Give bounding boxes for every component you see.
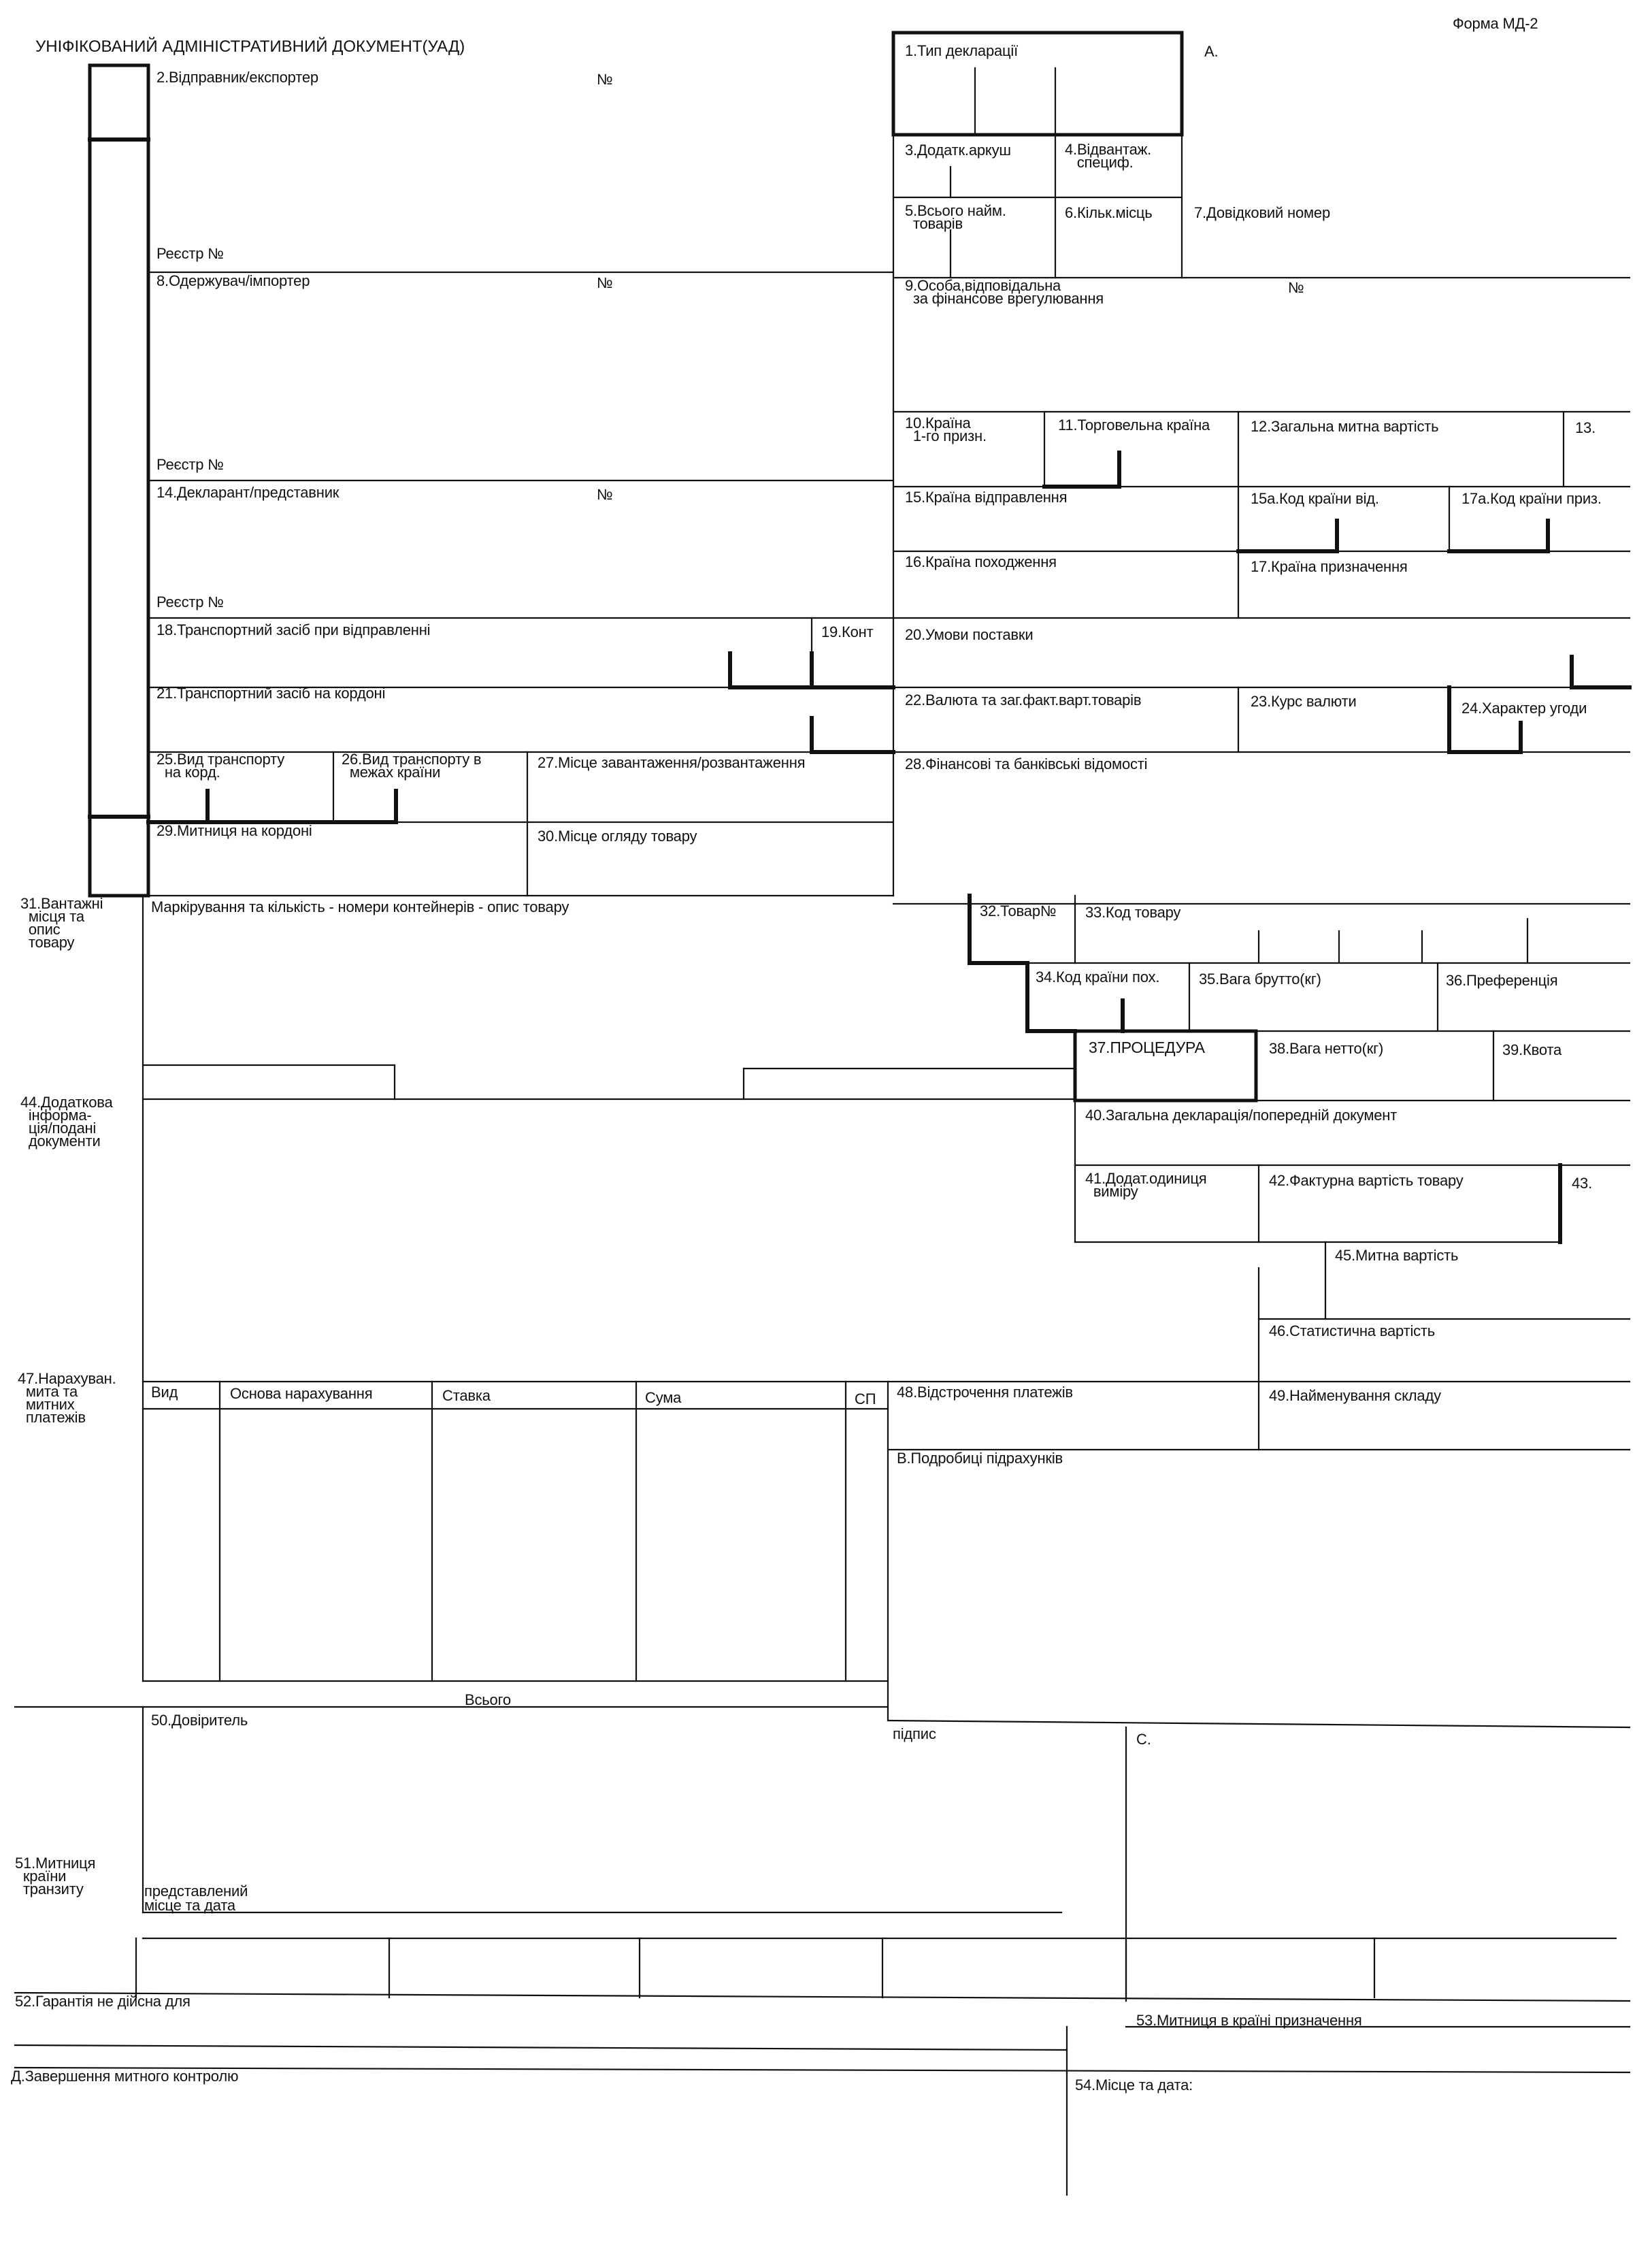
mark-a: А. bbox=[1204, 43, 1219, 60]
field-54-place-date[interactable]: 54.Місце та дата: bbox=[1075, 2076, 1193, 2093]
field-32-item-number[interactable]: 32.Товар№ bbox=[980, 902, 1057, 919]
field-8-consignee-importer[interactable]: 8.Одержувач/імпортер bbox=[156, 272, 310, 289]
field-25-transport-mode-border[interactable]: 25.Вид транспорту на корд. bbox=[156, 751, 285, 781]
field-41-supplementary-unit[interactable]: 41.Додат.одиниця виміру bbox=[1085, 1170, 1207, 1200]
field-10-first-destination-country[interactable]: 10.Країна 1-го призн. bbox=[905, 414, 987, 444]
field-2-sender-exporter[interactable]: 2.Відправник/експортер bbox=[156, 69, 318, 86]
field-51-transit-customs: 51.Митниця країни транзиту bbox=[15, 1855, 96, 1897]
form-code: Форма МД-2 bbox=[1453, 15, 1538, 32]
field-42-invoice-value[interactable]: 42.Фактурна вартість товару bbox=[1269, 1172, 1464, 1189]
field-11-trading-country[interactable]: 11.Торговельна країна bbox=[1058, 417, 1210, 434]
field-6-packages[interactable]: 6.Кільк.місць bbox=[1065, 204, 1153, 221]
field-3-additional-sheet[interactable]: 3.Додатк.аркуш bbox=[905, 142, 1011, 159]
field-40-summary-declaration[interactable]: 40.Загальна декларація/попередній документ bbox=[1085, 1107, 1398, 1124]
field-9-number: № bbox=[1288, 279, 1304, 296]
field-2-register: Реєстр № bbox=[156, 245, 224, 262]
field-53-destination-customs[interactable]: 53.Митниця в країні призначення bbox=[1136, 2012, 1362, 2029]
field-8-number: № bbox=[597, 274, 613, 291]
field-27-loading-place[interactable]: 27.Місце завантаження/розвантаження bbox=[538, 754, 806, 771]
field-19-container[interactable]: 19.Конт bbox=[821, 623, 874, 640]
field-50-signature: підпис bbox=[893, 1725, 936, 1742]
field-7-reference-number[interactable]: 7.Довідковий номер bbox=[1194, 204, 1331, 221]
field-14-register: Реєстр № bbox=[156, 593, 224, 610]
field-9-financial-person[interactable]: 9.Особа,відповідальна за фінансове врегулювання bbox=[905, 277, 1104, 307]
field-31-marks-description[interactable]: Маркірування та кількість - номери контейнерів - опис товару bbox=[151, 898, 569, 915]
field-50-place-date: представлений місце та дата bbox=[144, 1883, 248, 1914]
field-1-declaration-type[interactable]: 1.Тип декларації bbox=[905, 42, 1019, 59]
field-29-border-customs[interactable]: 29.Митниця на кордоні bbox=[156, 822, 312, 839]
field-50-principal[interactable]: 50.Довіритель bbox=[151, 1712, 248, 1729]
field-15a-dispatch-code[interactable]: 15а.Код країни від. bbox=[1251, 490, 1379, 507]
field-47-col-sum: Сума bbox=[645, 1389, 682, 1406]
field-14-declarant[interactable]: 14.Декларант/представник bbox=[156, 484, 340, 501]
field-30-inspection-place[interactable]: 30.Місце огляду товару bbox=[538, 828, 697, 845]
field-47-col-sp: СП bbox=[855, 1390, 876, 1407]
field-28-financial-bank-info[interactable]: 28.Фінансові та банківські відомості bbox=[905, 755, 1148, 772]
field-17-destination-country[interactable]: 17.Країна призначення bbox=[1251, 558, 1408, 575]
field-26-transport-mode-inland[interactable]: 26.Вид транспорту в межах країни bbox=[342, 751, 482, 781]
field-43[interactable]: 43. bbox=[1572, 1175, 1592, 1192]
field-39-quota[interactable]: 39.Квота bbox=[1502, 1041, 1562, 1058]
field-c[interactable]: С. bbox=[1136, 1731, 1151, 1748]
field-44-additional-info: 44.Додаткова інформа- ція/подані документи bbox=[20, 1094, 113, 1150]
field-8-register: Реєстр № bbox=[156, 456, 224, 473]
field-4-shipping-spec[interactable]: 4.Відвантаж. специф. bbox=[1065, 141, 1152, 171]
field-5-total-items[interactable]: 5.Всього найм. товарів bbox=[905, 202, 1006, 232]
field-34-origin-code[interactable]: 34.Код країни пох. bbox=[1036, 968, 1160, 985]
field-16-origin-country[interactable]: 16.Країна походження bbox=[905, 553, 1057, 570]
field-46-statistical-value[interactable]: 46.Статистична вартість bbox=[1269, 1322, 1436, 1339]
field-36-preference[interactable]: 36.Преференція bbox=[1446, 972, 1558, 989]
field-18-transport-departure[interactable]: 18.Транспортний засіб при відправленні bbox=[156, 621, 431, 638]
field-33-commodity-code[interactable]: 33.Код товару bbox=[1085, 904, 1181, 921]
field-45-customs-value[interactable]: 45.Митна вартість bbox=[1335, 1247, 1459, 1264]
field-49-warehouse-name[interactable]: 49.Найменування складу bbox=[1269, 1387, 1441, 1404]
field-14-number: № bbox=[597, 486, 613, 503]
field-24-transaction-nature[interactable]: 24.Характер угоди bbox=[1461, 700, 1587, 717]
field-31-packages-description: 31.Вантажні місця та опис товару bbox=[20, 895, 103, 951]
field-47-col-base: Основа нарахування bbox=[230, 1385, 373, 1402]
field-2-number: № bbox=[597, 71, 613, 88]
document-title: УНІФІКОВАНИЙ АДМІНІСТРАТИВНИЙ ДОКУМЕНТ(УАД) bbox=[35, 37, 465, 56]
field-47-col-rate: Ставка bbox=[442, 1387, 491, 1404]
field-22-currency-invoice[interactable]: 22.Валюта та заг.факт.варт.товарів bbox=[905, 691, 1142, 708]
field-48-payment-deferral[interactable]: 48.Відстрочення платежів bbox=[897, 1384, 1073, 1401]
field-21-transport-border[interactable]: 21.Транспортний засіб на кордоні bbox=[156, 685, 386, 702]
field-12-total-customs-value[interactable]: 12.Загальна митна вартість bbox=[1251, 418, 1439, 435]
field-17a-destination-code[interactable]: 17а.Код країни приз. bbox=[1461, 490, 1602, 507]
field-47-col-type: Вид bbox=[151, 1384, 178, 1401]
field-20-delivery-terms[interactable]: 20.Умови поставки bbox=[905, 626, 1034, 643]
field-15-dispatch-country[interactable]: 15.Країна відправлення bbox=[905, 489, 1068, 506]
field-d-customs-control-completion[interactable]: Д.Завершення митного контролю bbox=[11, 2068, 239, 2085]
field-38-net-weight[interactable]: 38.Вага нетто(кг) bbox=[1269, 1040, 1384, 1057]
field-35-gross-weight[interactable]: 35.Вага брутто(кг) bbox=[1199, 971, 1321, 988]
field-47-total: Всього bbox=[465, 1691, 511, 1708]
field-37-procedure[interactable]: 37.ПРОЦЕДУРА bbox=[1089, 1039, 1205, 1056]
field-13[interactable]: 13. bbox=[1575, 419, 1596, 436]
field-b-calculation-details[interactable]: В.Подробиці підрахунків bbox=[897, 1450, 1063, 1467]
field-52-guarantee-invalid[interactable]: 52.Гарантія не дійсна для bbox=[15, 1993, 191, 2010]
field-47-duties-calculation: 47.Нарахуван. мита та митних платежів bbox=[18, 1370, 116, 1426]
field-23-exchange-rate[interactable]: 23.Курс валюти bbox=[1251, 693, 1357, 710]
